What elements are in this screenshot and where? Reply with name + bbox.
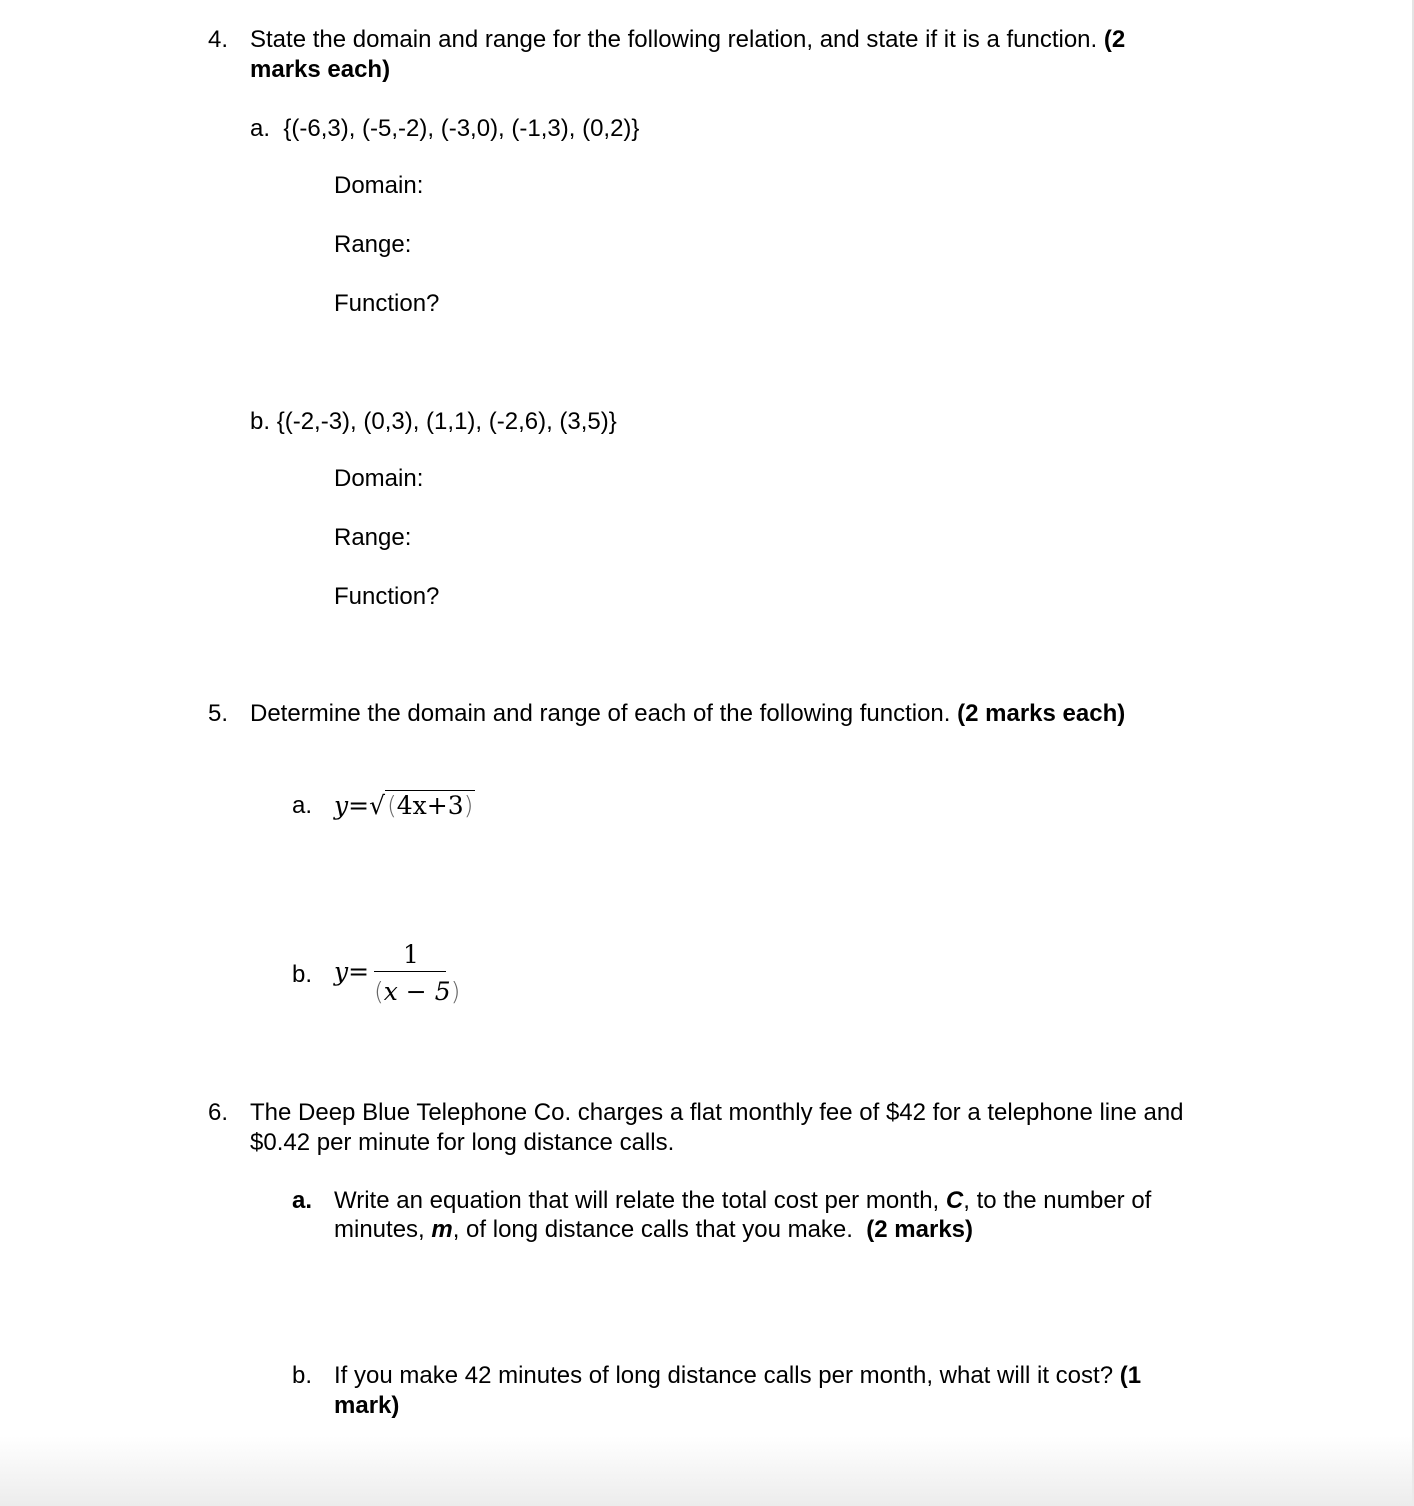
bottom-shade xyxy=(0,1436,1414,1506)
equation-lhs: y= xyxy=(334,957,370,986)
range-label: Range: xyxy=(334,231,412,258)
part-a-line1: Write an equation that will relate the total cost per month, C, to the number of xyxy=(334,1187,1152,1214)
equation-sqrt: y=√(4x+3) xyxy=(334,791,474,820)
part-a: a. {(-6,3), (-5,-2), (-3,0), (-1,3), (0,2)} xyxy=(250,115,640,142)
function-label: Function? xyxy=(334,583,440,610)
variable-c: C xyxy=(945,1187,964,1214)
radicand: 4x+3 xyxy=(396,791,464,820)
variable-m: m xyxy=(431,1216,453,1243)
question-text-line2: $0.42 per minute for long distance calls. xyxy=(250,1129,675,1156)
part-label: b. xyxy=(292,1362,313,1389)
relation-set: {(-2,-3), (0,3), (1,1), (-2,6), (3,5)} xyxy=(276,408,617,435)
part-label: a. xyxy=(292,792,313,819)
domain-label: Domain: xyxy=(334,465,424,492)
domain-label: Domain: xyxy=(334,172,424,199)
question-number: 4. xyxy=(208,26,229,53)
relation-set: {(-6,3), (-5,-2), (-3,0), (-1,3), (0,2)} xyxy=(283,115,640,142)
range-label: Range: xyxy=(334,524,412,551)
fraction-numerator: 1 xyxy=(403,940,419,969)
fraction-bar xyxy=(374,971,446,972)
fraction-denominator: (x − 5) xyxy=(374,977,461,1006)
marks: mark) xyxy=(334,1392,400,1419)
marks: (2 xyxy=(1103,26,1126,53)
part-a-line2: minutes, m, of long distance calls that you make. (2 marks) xyxy=(334,1216,974,1243)
part-label: a. xyxy=(292,1187,313,1214)
sqrt-icon: √ xyxy=(369,791,386,820)
question-text-line1: The Deep Blue Telephone Co. charges a flat monthly fee of $42 for a telephone line and xyxy=(250,1099,1184,1126)
question-text: Determine the domain and range of each of the following function. (2 marks each) xyxy=(250,700,1126,727)
marks: marks each) xyxy=(250,56,391,83)
question-number: 6. xyxy=(208,1099,229,1126)
marks: (1 xyxy=(1119,1362,1142,1389)
question-number: 5. xyxy=(208,700,229,727)
part-b: b. {(-2,-3), (0,3), (1,1), (-2,6), (3,5)} xyxy=(250,408,617,435)
part-label: b. xyxy=(292,961,313,988)
question-text: State the domain and range for the following relation, and state if it is a function. (2 xyxy=(250,26,1126,53)
marks: (2 marks each) xyxy=(957,700,1126,727)
part-b-line1: If you make 42 minutes of long distance calls per month, what will it cost? (1 xyxy=(334,1362,1142,1389)
marks: (2 marks) xyxy=(866,1216,974,1243)
function-label: Function? xyxy=(334,290,440,317)
